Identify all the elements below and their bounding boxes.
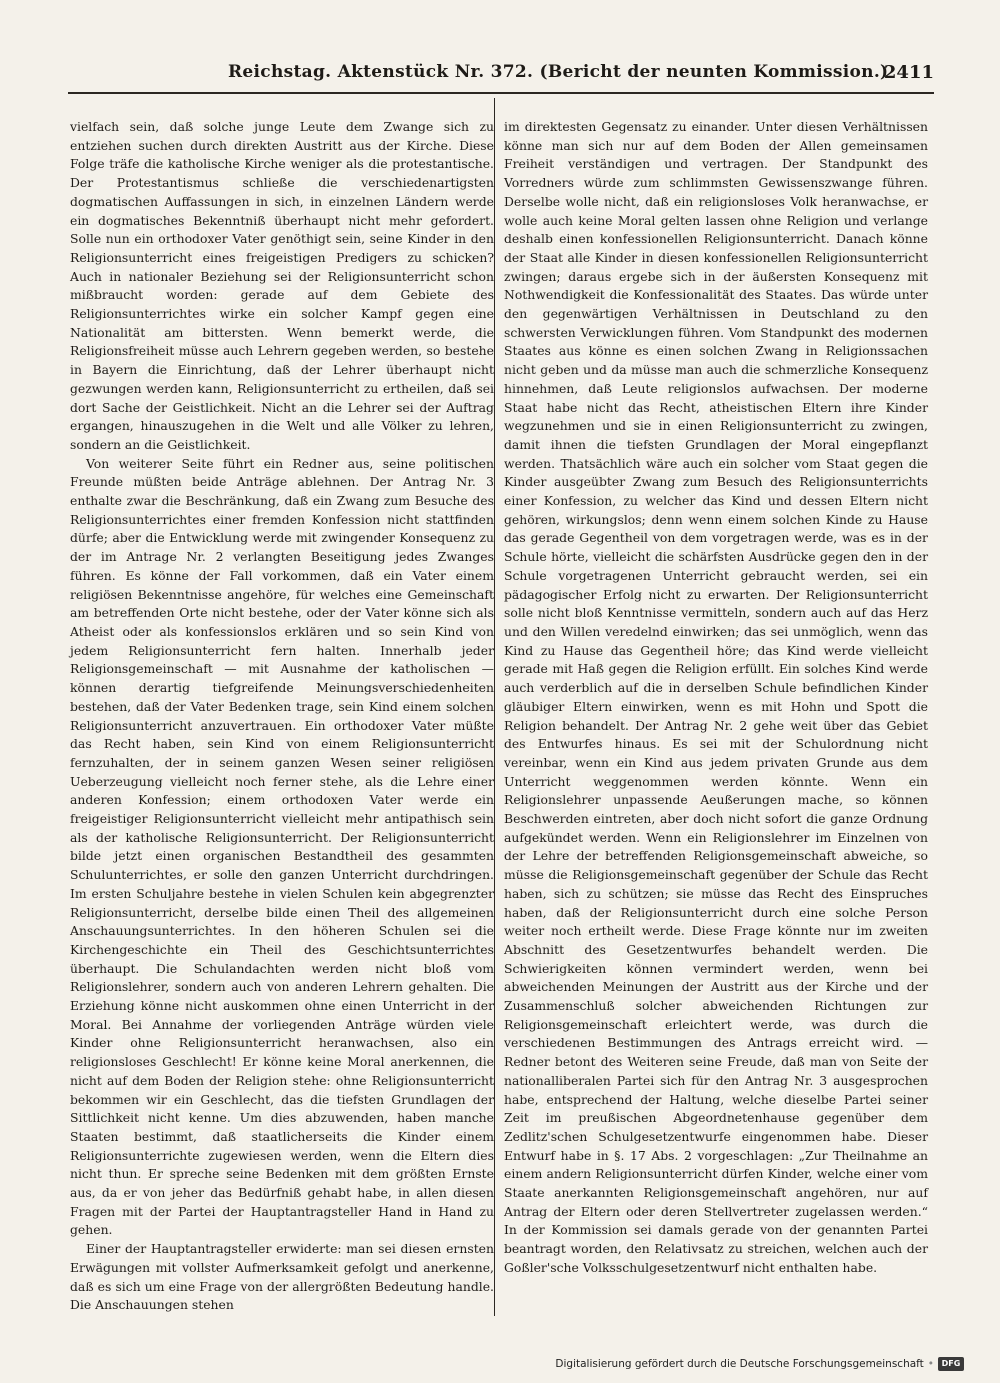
page-number: 2411	[883, 62, 934, 83]
paragraph: vielfach sein, daß solche junge Leute dem Zwange sich zu entziehen suchen durch direkten Austritt aus der Kirche. Diese Folge träfe die katholische Kirche weniger als die protestantische. Der Protestantismus schließe die verschiedenartigsten dogmatischen Auffassungen in sich, in einzelnen Ländern werde ein dogmatisches Bekenntniß überhaupt nicht mehr gefordert. Solle nun ein orthodoxer Vater genöthigt sein, seine Kinder in den Religionsunterricht eines freigeistigen Predigers zu schicken? Auch in nationaler Beziehung sei der Religionsunterricht schon mißbraucht worden: gerade auf dem Gebiete des Religionsunterrichtes wirke ein solcher Kampf gegen eine Nationalität am bittersten. Wenn bemerkt werde, die Religionsfreiheit müsse auch Lehrern gegeben werden, so bestehe in Bayern die Einrichtung, daß der Lehrer überhaupt nicht gezwungen werden kann, Religionsunterricht zu ertheilen, daß sei dort Sache der Geistlichkeit. Nicht an die Lehrer sei der Auftrag ergangen, hinauszugehen in die Welt und alle Völker zu lehren, sondern an die Geistlichkeit.	[70, 119, 494, 452]
paragraph: Einer der Hauptantragsteller erwiderte: man sei diesen ernsten Erwägungen mit vollster Aufmerksamkeit gefolgt und anerkenne, daß es sich um eine Frage von der allergrößten Bedeutung handle. Die Anschauungen stehen	[70, 1241, 494, 1313]
paragraph: im direktesten Gegensatz zu einander. Unter diesen Verhältnissen könne man sich nur auf dem Boden der Allen gemeinsamen Freiheit verständigen und vertragen. Der Standpunkt des Vorredners würde zum schlimmsten Gewissenszwange führen. Derselbe wolle nicht, daß ein religionsloses Volk heranwachse, er wolle auch keine Moral gelten lassen ohne Religion und verlange deshalb einen konfessionellen Religionsunterricht. Danach könne der Staat alle Kinder in diesen konfessionellen Religionsunterricht zwingen; daraus ergebe sich in der äußersten Konsequenz mit Nothwendigkeit die Konfessionalität des Staates. Das würde unter den gegenwärtigen Verhältnissen in Deutschland zu den schwersten Verwicklungen führen. Vom Standpunkt des modernen Staates aus könne es einen solchen Zwang in Religionssachen nicht geben und da müsse man auch die schmerzliche Konsequenz hinnehmen, daß Leute religionslos aufwachsen. Der moderne Staat habe nicht das Recht, atheistischen Eltern ihre Kinder wegzunehmen und sie in einen Religionsunterricht zu zwingen, damit ihnen die tiefsten Grundlagen der Moral eingepflanzt werden. Thatsächlich wäre auch ein solcher vom Staat gegen die Kinder ausgeübter Zwang zum Besuch des Religionsunterrichts einer Konfession, zu welcher das Kind und dessen Eltern nicht gehören, wirkungslos; denn wenn einem solchen Kinde zu Hause das gerade Gegentheil von dem vorgetragen werde, was es in der Schule hörte, vielleicht die schärfsten Ausdrücke gegen den in der Schule vorgetragenen Unterricht gebraucht werden, sei ein pädagogischer Erfolg nicht zu erwarten. Der Religionsunterricht solle nicht bloß Kenntnisse vermitteln, sondern auch auf das Herz und den Willen veredelnd einwirken; das sei unmöglich, wenn das Kind zu Hause das Gegentheil höre; das Kind werde vielleicht gerade mit Haß gegen die Religion erfüllt. Ein solches Kind werde auch verderblich auf die in derselben Schule befindlichen Kinder gläubiger Eltern einwirken, wenn es mit Hohn und Spott die Religion behandelt. Der Antrag Nr. 2 gehe weit über das Gebiet des Entwurfes hinaus. Es sei mit der Schulordnung nicht vereinbar, wenn ein Kind aus jedem privaten Grunde aus dem Unterricht weggenommen werden könnte. Wenn ein Religionslehrer unpassende Aeußerungen mache, so können Beschwerden eintreten, aber doch nicht sofort die ganze Ordnung aufgekündet werden. Wenn ein Religionslehrer im Einzelnen von der Lehre der betreffenden Religionsgemeinschaft abweiche, so müsse die Religionsgemeinschaft gegenüber der Schule das Recht haben, sich zu schützen; sie müsse das Recht des Einspruches haben, daß der Religionsunterricht durch eine solche Person weiter noch ertheilt werde. Diese Frage könnte nur im zweiten Abschnitt des Gesetzentwurfes behandelt werden. Die Schwierigkeiten können vermindert werden, wenn bei abweichenden Meinungen der Austritt aus der Kirche und der Zusammenschluß solcher abweichenden Richtungen zur Religionsgemeinschaft erleichtert werde, was durch die verschiedenen Bestimmungen des Antrags erreicht wird. — Redner betont des Weiteren seine Freude, daß man von Seite der nationalliberalen Partei sich für den Antrag Nr. 3 ausgesprochen habe, entsprechend der Haltung, welche dieselbe Partei seiner Zeit im preußischen Abgeordnetenhause gegenüber dem Zedlitz'schen Schulgesetzentwurfe eingenommen habe. Dieser Entwurf habe in §. 17 Abs. 2 vorgeschlagen: „Zur Theilnahme an einem andern Religionsunterricht dürfen Kinder, welche einer vom Staate anerkannten Religionsgemeinschaft angehören, nur auf Antrag der Eltern oder deren Stellvertreter zugelassen werden.“ In der Kommission sei damals gerade von der genannten Partei beantragt worden, den Relativsatz zu streichen, welchen auch der Goßler'sche Volksschulgesetzentwurf nicht enthalten habe.	[504, 119, 928, 1275]
dfg-logo: DFG	[938, 1357, 964, 1371]
running-head: Reichstag. Aktenstück Nr. 372. (Bericht der neunten Kommission.)	[228, 62, 889, 82]
right-column	[504, 118, 928, 1278]
page-header	[68, 58, 934, 98]
separator-dot-icon: •	[927, 1358, 934, 1370]
column-divider	[494, 98, 495, 1316]
footer-text: Digitalisierung gefördert durch die Deutsche Forschungsgemeinschaft	[555, 1358, 924, 1370]
left-column	[70, 118, 494, 1315]
footer-credit	[555, 1355, 964, 1373]
paragraph: Von weiterer Seite führt ein Redner aus, seine politischen Freunde müßten beide Anträge ablehnen. Der Antrag Nr. 3 enthalte zwar die Beschränkung, daß ein Zwang zum Besuche des Religionsunterrichtes einer fremden Konfession nicht stattfinden dürfe; aber die Entwicklung werde mit zwingender Konsequenz zu der im Antrage Nr. 2 verlangten Beseitigung jedes Zwanges führen. Es könne der Fall vorkommen, daß ein Vater einem religiösen Bekenntnisse angehöre, für welches eine Gemeinschaft am betreffenden Orte nicht bestehe, oder der Vater könne sich als Atheist oder als konfessionslos erklären und so sein Kind von jedem Religionsunterricht fern halten. Innerhalb jeder Religionsgemeinschaft — mit Ausnahme der katholischen — können derartig tiefgreifende Meinungsverschiedenheiten bestehen, daß der Vater Bedenken trage, sein Kind einem solchen Religionsunterricht anzuvertrauen. Ein orthodoxer Vater müßte das Recht haben, sein Kind von einem Religionsunterricht fernzuhalten, der in seinem ganzen Wesen seiner religiösen Ueberzeugung vielleicht noch ferner stehe, als die Lehre einer anderen Konfession; einem orthodoxen Vater werde ein freigeistiger Religionsunterricht vielleicht mehr antipathisch sein als der katholische Religionsunterricht. Der Religionsunterricht bilde jetzt einen organischen Bestandtheil des gesammten Schulunterrichtes, er solle den ganzen Unterricht durchdringen. Im ersten Schuljahre bestehe in vielen Schulen kein abgegrenzter Religionsunterricht, derselbe bilde einen Theil des allgemeinen Anschauungsunterrichtes. In den höheren Schulen sei die Kirchengeschichte ein Theil des Geschichtsunterrichtes überhaupt. Die Schulandachten werden nicht bloß vom Religionslehrer, sondern auch von anderen Lehrern gehalten. Die Erziehung könne nicht auskommen ohne einen Unterricht in der Moral. Bei Annahme der vorliegenden Anträge würden viele Kinder ohne Religionsunterricht heranwachsen, also ein religionsloses Geschlecht! Er könne keine Moral anerkennen, die nicht auf dem Boden der Religion stehe: ohne Religionsunterricht bekommen wir ein Geschlecht, das die tiefsten Grundlagen der Sittlichkeit nicht kenne. Um dies abzuwenden, haben manche Staaten bestimmt, daß staatlicherseits die Kinder einem Religionsunterrichte zugewiesen werden, wenn die Eltern dies nicht thun. Er spreche seine Bedenken mit dem größten Ernste aus, da er von jeher das Bedürfniß gehabt habe, in allen diesen Fragen mit der Partei der Hauptantragsteller Hand in Hand zu gehen.	[70, 455, 494, 1238]
header-rule	[68, 92, 934, 94]
